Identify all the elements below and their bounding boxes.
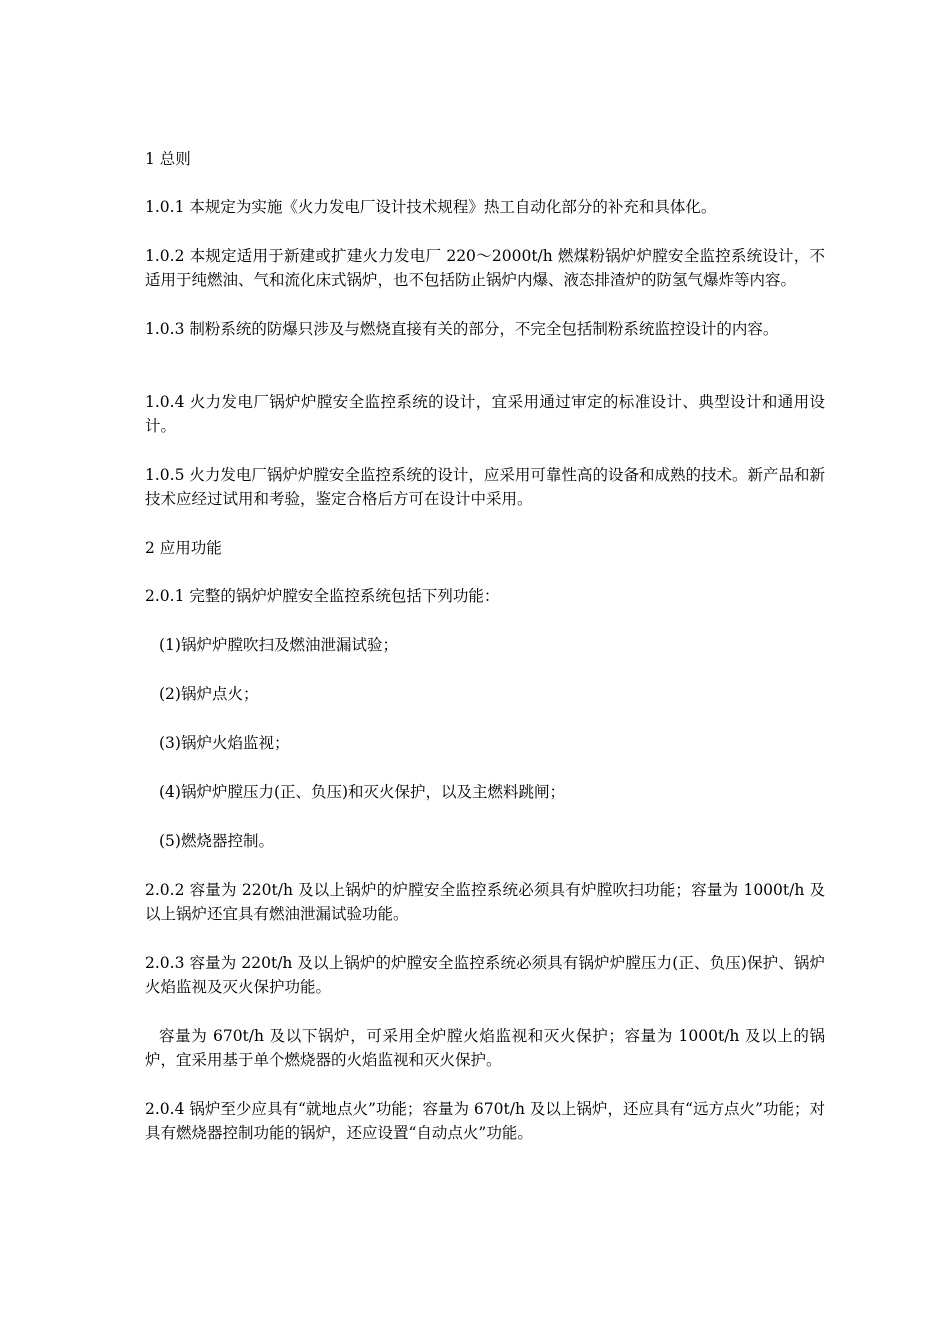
function-list-item-5: (5)燃烧器控制。 — [159, 832, 274, 850]
clause-1-0-1: 1.0.1 本规定为实施《火力发电厂设计技术规程》热工自动化部分的补充和具体化。 — [145, 198, 717, 216]
clause-2-0-3-continuation: 容量为 670t/h 及以下锅炉，可采用全炉膛火焰监视和灭火保护；容量为 1000t/h 及以上的锅炉，宜采用基于单个燃烧器的火焰监视和灭火保护。 — [145, 1027, 825, 1069]
function-list-item-3: (3)锅炉火焰监视； — [159, 734, 290, 752]
section-heading-2: 2 应用功能 — [145, 539, 222, 557]
clause-1-0-3: 1.0.3 制粉系统的防爆只涉及与燃烧直接有关的部分，不完全包括制粉系统监控设计的内容。 — [145, 320, 779, 338]
function-list-item-2: (2)锅炉点火； — [159, 685, 259, 703]
document-body — [145, 147, 825, 1170]
clause-1-0-2: 1.0.2 本规定适用于新建或扩建火力发电厂 220～2000t/h 燃煤粉锅炉炉膛安全监控系统设计，不适用于纯燃油、气和流化床式锅炉，也不包括防止锅炉内爆、液态排渣炉的防氢气爆炸等内容。 — [145, 247, 825, 289]
clause-1-0-4: 1.0.4 火力发电厂锅炉炉膛安全监控系统的设计，宜采用通过审定的标准设计、典型设计和通用设计。 — [145, 393, 825, 435]
clause-1-0-5: 1.0.5 火力发电厂锅炉炉膛安全监控系统的设计，应采用可靠性高的设备和成熟的技术。新产品和新技术应经过试用和考验，鉴定合格后方可在设计中采用。 — [145, 466, 825, 508]
clause-2-0-1: 2.0.1 完整的锅炉炉膛安全监控系统包括下列功能： — [145, 587, 500, 605]
clause-2-0-2: 2.0.2 容量为 220t/h 及以上锅炉的炉膛安全监控系统必须具有炉膛吹扫功能；容量为 1000t/h 及以上锅炉还宜具有燃油泄漏试验功能。 — [145, 881, 825, 923]
clause-2-0-4: 2.0.4 锅炉至少应具有“就地点火”功能；容量为 670t/h 及以上锅炉，还应具有“远方点火”功能；对具有燃烧器控制功能的锅炉，还应设置“自动点火”功能。 — [145, 1100, 825, 1142]
function-list-item-4: (4)锅炉炉膛压力(正、负压)和灭火保护，以及主燃料跳闸； — [159, 783, 566, 801]
section-heading-1: 1 总则 — [145, 150, 191, 168]
function-list-item-1: (1)锅炉炉膛吹扫及燃油泄漏试验； — [159, 636, 398, 654]
clause-2-0-3: 2.0.3 容量为 220t/h 及以上锅炉的炉膛安全监控系统必须具有锅炉炉膛压力(正、负压)保护、锅炉火焰监视及灭火保护功能。 — [145, 954, 825, 996]
